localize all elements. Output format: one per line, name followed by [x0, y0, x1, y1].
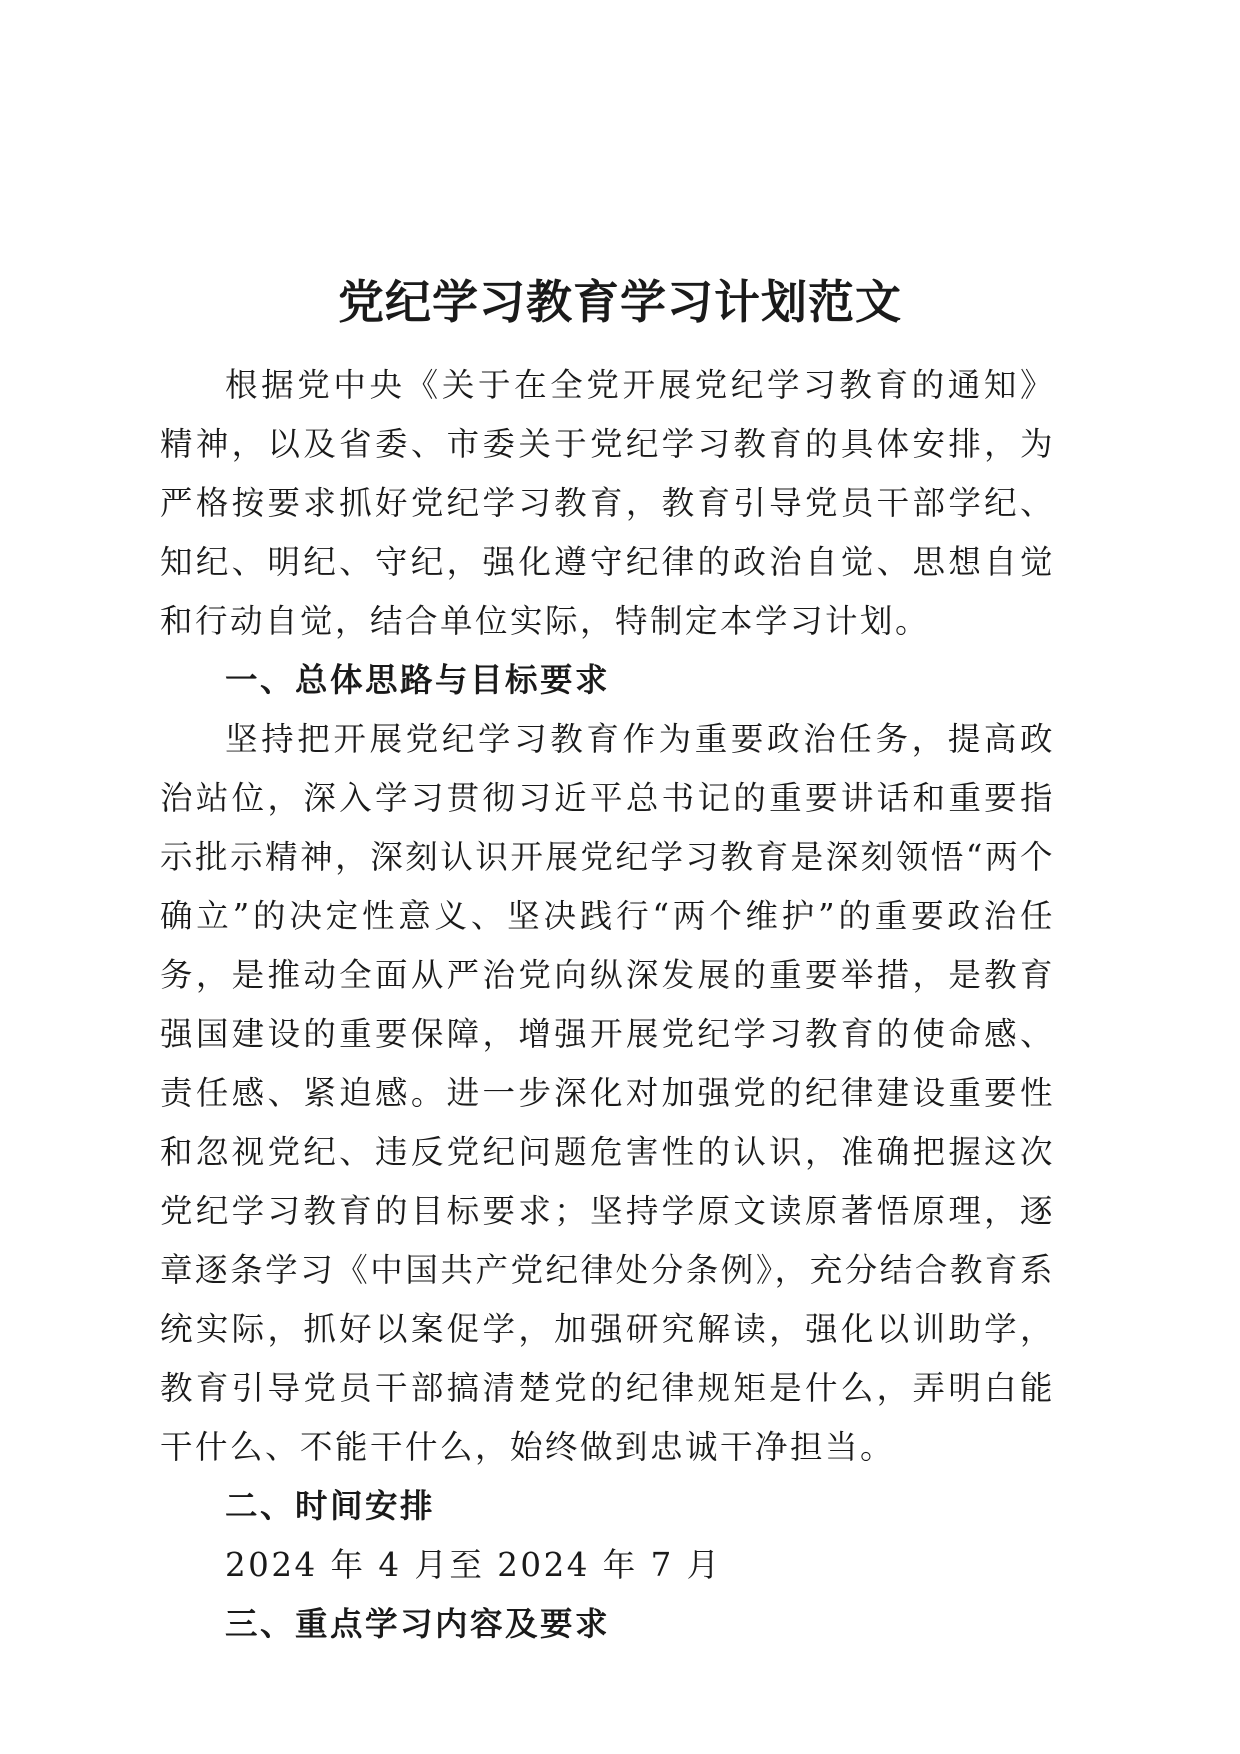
document-body: [160, 356, 1055, 1654]
document-title: 党纪学习教育学习计划范文: [338, 275, 902, 329]
section-heading-key-content: 三、重点学习内容及要求: [225, 1605, 611, 1643]
section-body-overall-goals: 坚持把开展党纪学习教育作为重要政治任务，提高政治站位，深入学习贯彻习近平总书记的重要讲话和重要指示批示精神，深刻认识开展党纪学习教育是深刻领悟“两个确立”的决定性意义、坚决践行“两个维护”的重要政治任务，是推动全面从严治党向纵深发展的重要举措，是教育强国建设的重要保障，增强开展党纪学习教育的使命感、责任感、紧迫感。进一步深化对加强党的纪律建设重要性和忽视党纪、违反党纪问题危害性的认识，准确把握这次党纪学习教育的目标要求；坚持学原文读原著悟原理，逐章逐条学习《中国共产党纪律处分条例》，充分结合教育系统实际，抓好以案促学，加强研究解读，强化以训助学，教育引导党员干部搞清楚党的纪律规矩是什么，弄明白能干什么、不能干什么，始终做到忠诚干净担当。: [160, 720, 1055, 1466]
section-heading-overall-goals: 一、总体思路与目标要求: [225, 661, 611, 699]
intro-paragraph: 根据党中央《关于在全党开展党纪学习教育的通知》精神，以及省委、市委关于党纪学习教育的具体安排，为严格按要求抓好党纪学习教育，教育引导党员干部学纪、知纪、明纪、守纪，强化遵守纪律的政治自觉、思想自觉和行动自觉，结合单位实际，特制定本学习计划。: [160, 366, 1055, 640]
section-body-schedule: 2024 年 4 月至 2024 年 7 月: [225, 1546, 722, 1584]
section-heading-schedule: 二、时间安排: [225, 1487, 436, 1525]
